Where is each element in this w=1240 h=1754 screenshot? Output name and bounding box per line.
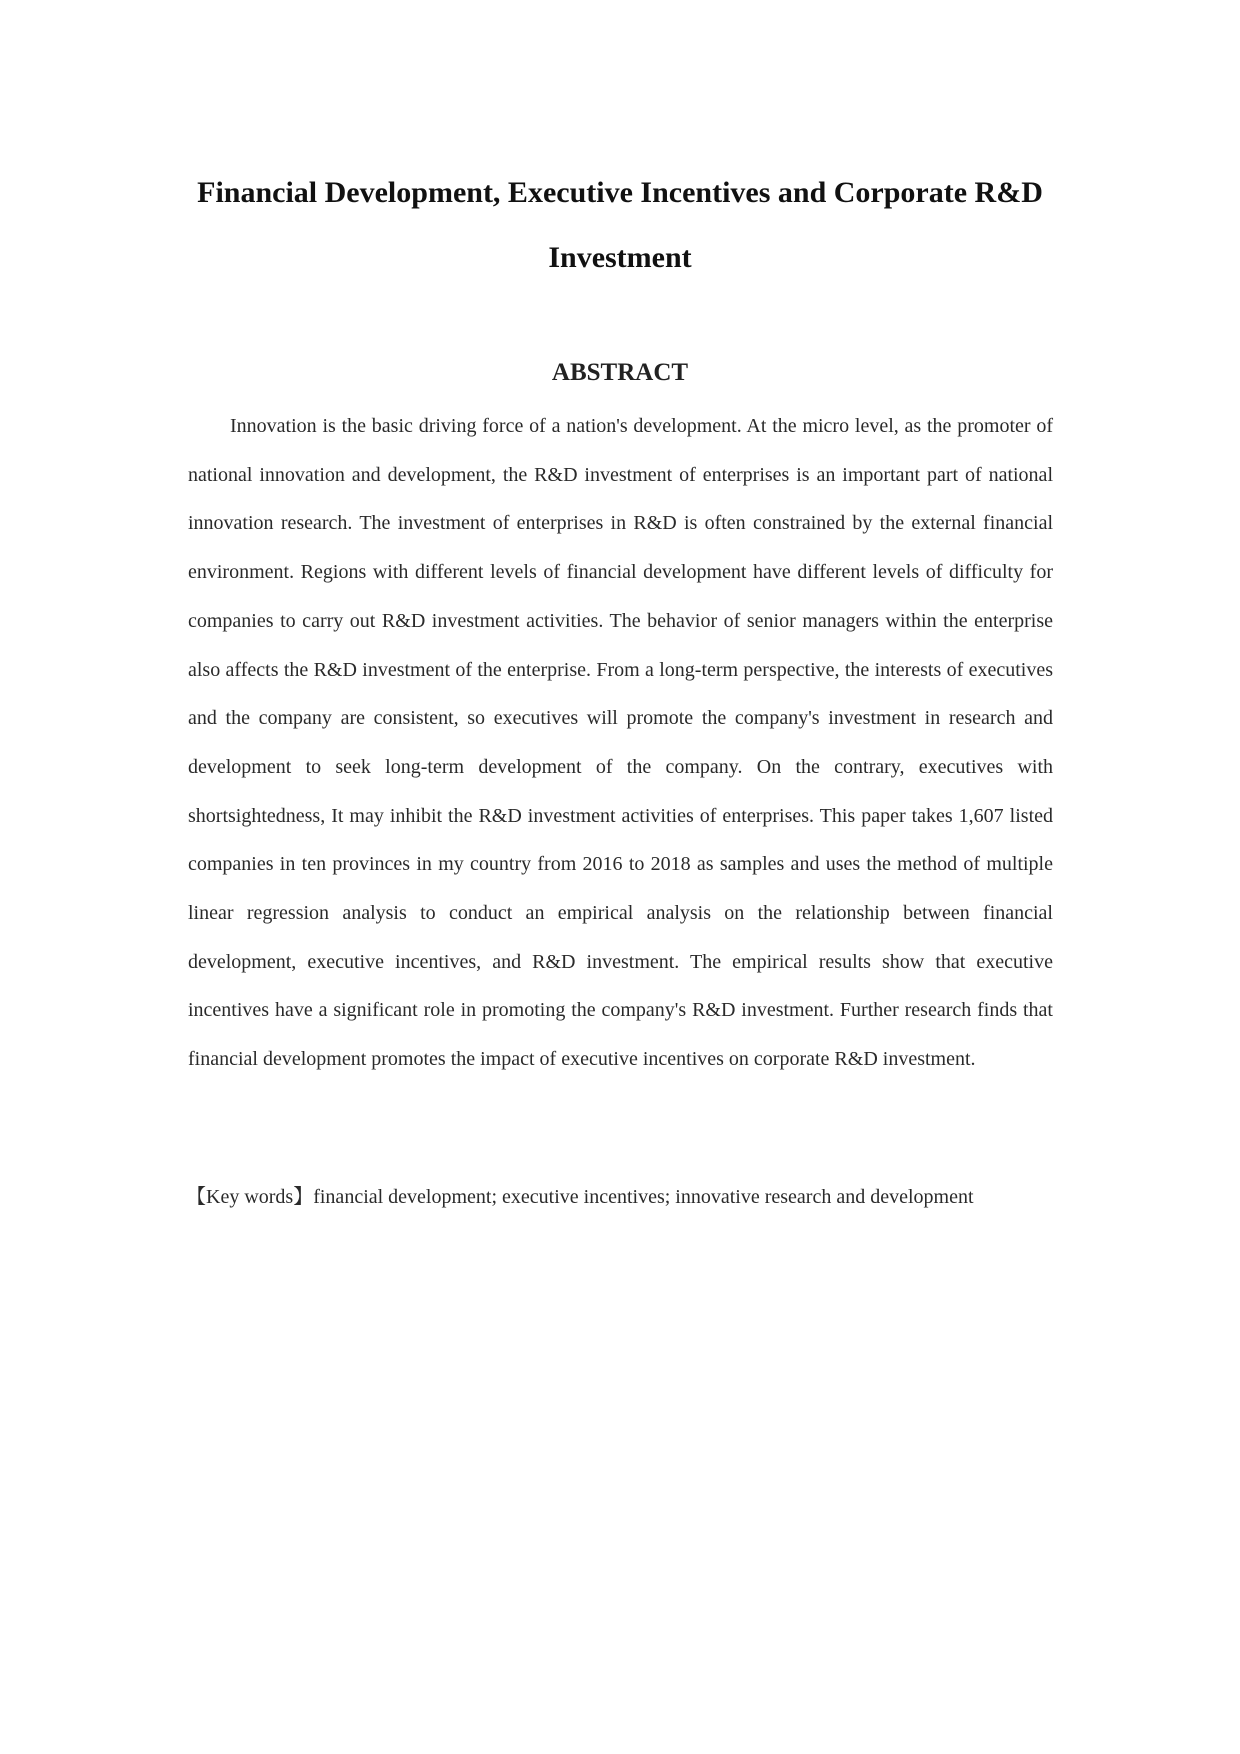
keywords-line	[186, 1180, 1056, 1214]
keywords-label: 【Key words】	[186, 1186, 314, 1208]
paper-title: Financial Development, Executive Incentives and Corporate R&D Investment	[197, 176, 1043, 274]
keywords-text: financial development; executive incentives; innovative research and development	[313, 1186, 974, 1208]
abstract-heading: ABSTRACT	[551, 359, 689, 386]
abstract-paragraph: Innovation is the basic driving force of a nation's development. At the micro level, as the promoter of national innovation and development, the R&D investment of enterprises is an important part of national innovation research. The investment of enterprises in R&D is often constrained by the external financial environment. Regions with different levels of financial development have different levels of difficulty for companies to carry out R&D investment activities. The behavior of senior managers within the enterprise also affects the R&D investment of the enterprise. From a long-term perspective, the interests of executives and the company are consistent, so executives will promote the company's investment in research and development to seek long-term development of the company. On the contrary, executives with shortsightedness, It may inhibit the R&D investment activities of enterprises. This paper takes 1,607 listed companies in ten provinces in my country from 2016 to 2018 as samples and uses the method of multiple linear regression analysis to conduct an empirical analysis on the relationship between financial development, executive incentives, and R&D investment. The empirical results show that executive incentives have a significant role in promoting the company's R&D investment. Further research finds that financial development promotes the impact of executive incentives on corporate R&D investment.	[188, 415, 1053, 1071]
